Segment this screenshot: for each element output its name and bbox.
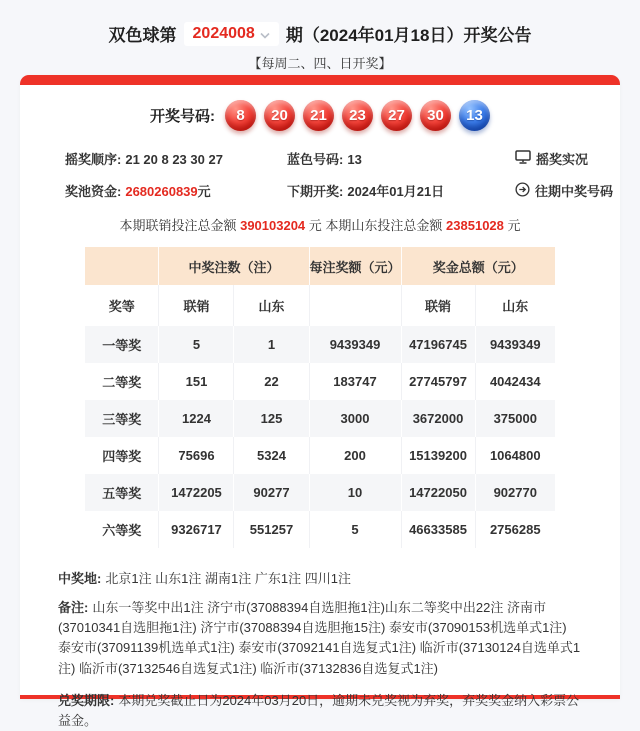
page-header — [0, 0, 640, 75]
remark-text: 山东一等奖中出1注 济宁市(37088394自选胆拖1注)山东二等奖中出22注 济南市(37010341自选胆拖1注) 济宁市(37088394自选胆拖15注) 泰安市(37090153机选单式1注) 泰安市(37091139机选单式1注) 泰安市(37092141自选复式1注) 临沂市(37130124自选单式1注) 临沂市(37132546自选复式1注) 临沂市(37132836自选复式1注) — [58, 600, 581, 676]
cell: 90277 — [234, 474, 309, 511]
next-draw — [287, 181, 515, 200]
prize-table — [85, 247, 555, 548]
issue-select[interactable] — [184, 22, 279, 46]
blue-ball: 13 — [459, 100, 490, 131]
blue-number-label: 蓝色号码: — [287, 152, 344, 167]
group-header-total: 奖金总额（元） — [401, 247, 555, 285]
cell: 5324 — [234, 437, 309, 474]
blue-number — [287, 149, 515, 168]
deadline-text: 本期兑奖截止日为2024年03月20日，逾期未兑奖视为弃奖，弃奖奖金纳入彩票公益金。 — [58, 692, 580, 728]
cell: 200 — [309, 437, 401, 474]
shake-order-label: 摇奖顺序: — [65, 152, 122, 167]
title-suffix: 期（2024年01月18日）开奖公告 — [285, 26, 532, 45]
live-draw-link[interactable] — [515, 149, 620, 168]
prize-pool — [65, 181, 287, 200]
red-ball: 27 — [381, 100, 412, 131]
monitor-icon — [515, 150, 531, 167]
cell: 4042434 — [475, 363, 555, 400]
cell: 22 — [234, 363, 309, 400]
past-numbers-label: 往期中奖号码 — [535, 184, 614, 199]
winning-locations-text: 北京1注 山东1注 湖南1注 广东1注 四川1注 — [105, 571, 351, 586]
remark-line — [58, 598, 582, 679]
title-prefix: 双色球第 — [108, 26, 177, 45]
prize-level: 六等奖 — [102, 523, 142, 538]
remark-label: 备注: — [58, 600, 89, 616]
draw-numbers-row — [20, 85, 620, 143]
draw-info-grid — [20, 143, 620, 200]
table-group-header-row — [85, 247, 555, 285]
prize-pool-unit: 元 — [197, 184, 211, 199]
cell: 3000 — [309, 400, 401, 437]
page-title — [0, 21, 640, 46]
cell: 47196745 — [401, 326, 475, 363]
shake-order — [65, 149, 287, 168]
prize-level: 一等奖 — [102, 338, 142, 353]
cell: 15139200 — [401, 437, 475, 474]
shandong-total-label: 元 本期山东投注总金额 — [308, 218, 443, 233]
col-header-lianxiao: 联销 — [401, 285, 475, 326]
prize-level: 三等奖 — [102, 412, 142, 427]
cell: 27745797 — [401, 363, 475, 400]
red-ball: 21 — [303, 100, 334, 131]
table-row — [85, 363, 555, 400]
cell: 9326717 — [159, 511, 234, 548]
col-header-shandong: 山东 — [234, 285, 309, 326]
cell: 75696 — [159, 437, 234, 474]
sales-total-label: 本期联销投注总金额 — [119, 218, 237, 233]
cell: 1064800 — [475, 437, 555, 474]
blue-number-value: 13 — [347, 152, 362, 167]
cell: 551257 — [234, 511, 309, 548]
cell: 151 — [159, 363, 234, 400]
winning-locations-label: 中奖地: — [58, 571, 102, 586]
table-row — [85, 511, 555, 548]
prize-pool-label: 奖池资金: — [65, 184, 122, 199]
cell: 5 — [159, 326, 234, 363]
table-row — [85, 400, 555, 437]
red-ball: 23 — [342, 100, 373, 131]
winning-locations-line — [58, 569, 582, 589]
col-header-shandong: 山东 — [475, 285, 555, 326]
cell: 2756285 — [475, 511, 555, 548]
issue-number: 2024008 — [192, 24, 255, 42]
circle-arrow-icon — [515, 182, 530, 200]
red-ball: 20 — [264, 100, 295, 131]
next-draw-label: 下期开奖: — [287, 184, 344, 199]
footer-notes — [20, 548, 620, 731]
col-header-level: 奖等 — [108, 299, 135, 314]
cell: 3672000 — [401, 400, 475, 437]
cell: 902770 — [475, 474, 555, 511]
sales-total-value: 390103204 — [240, 218, 306, 233]
announcement-card — [20, 75, 620, 728]
cell: 183747 — [309, 363, 401, 400]
red-ball: 8 — [225, 100, 256, 131]
group-header-per-bet: 每注奖额（元） — [309, 247, 401, 285]
prize-pool-value: 2680260839 — [125, 184, 198, 199]
sales-unit: 元 — [507, 218, 521, 233]
cell: 10 — [309, 474, 401, 511]
draw-schedule-subtitle: 【每周二、四、日开奖】 — [248, 56, 392, 71]
deadline-label: 兑奖期限: — [58, 692, 115, 708]
cell: 375000 — [475, 400, 555, 437]
col-header-blank — [309, 285, 401, 326]
table-sub-header-row — [85, 285, 555, 326]
red-ball: 30 — [420, 100, 451, 131]
shake-order-value: 21 20 8 23 30 27 — [125, 152, 223, 167]
table-row — [85, 326, 555, 363]
live-draw-label: 摇奖实况 — [536, 152, 589, 167]
cell: 1224 — [159, 400, 234, 437]
cell: 46633585 — [401, 511, 475, 548]
prize-level: 二等奖 — [102, 375, 142, 390]
prize-level: 四等奖 — [102, 449, 142, 464]
deadline-line — [58, 691, 582, 731]
sales-totals-line — [20, 215, 620, 234]
cell: 5 — [309, 511, 401, 548]
table-row — [85, 474, 555, 511]
cell: 1472205 — [159, 474, 234, 511]
cell: 125 — [234, 400, 309, 437]
group-header-empty — [85, 247, 159, 285]
col-header-lianxiao: 联销 — [159, 285, 234, 326]
past-numbers-link[interactable] — [515, 181, 620, 200]
draw-numbers-label: 开奖号码: — [150, 108, 215, 125]
chevron-down-icon — [260, 24, 270, 44]
cell: 1 — [234, 326, 309, 363]
group-header-count: 中奖注数（注） — [159, 247, 309, 285]
prize-level: 五等奖 — [102, 486, 142, 501]
cell: 9439349 — [309, 326, 401, 363]
cell: 14722050 — [401, 474, 475, 511]
shandong-total-value: 23851028 — [446, 218, 504, 233]
next-draw-value: 2024年01月21日 — [347, 184, 445, 199]
table-row — [85, 437, 555, 474]
cell: 9439349 — [475, 326, 555, 363]
